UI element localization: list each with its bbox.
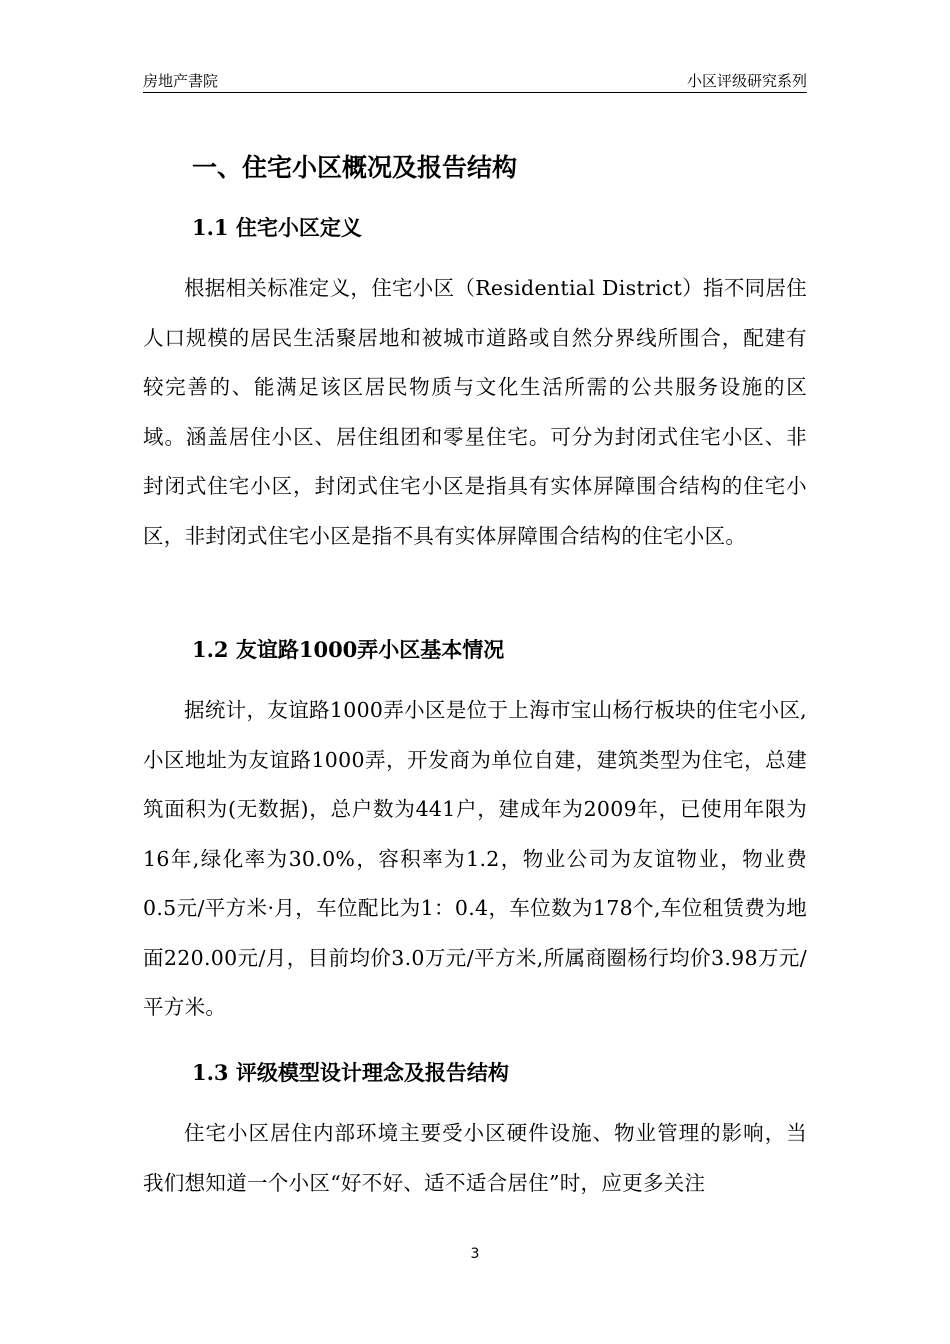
- page-number: 3: [470, 1246, 480, 1262]
- section-heading-1-3: 1.3 评级模型设计理念及报告结构: [192, 1060, 509, 1085]
- chapter-title: 一、住宅小区概况及报告结构: [192, 153, 518, 182]
- header-right-title: 小区评级研究系列: [686, 72, 807, 90]
- section-paragraph-1-2: 据统计，友谊路1000弄小区是位于上海市宝山杨行板块的住宅小区,小区地址为友谊路1000弄，开发商为单位自建，建筑类型为住宅，总建筑面积为(无数据)，总户数为441户，建成年为2009年，已使用年限为16年,绿化率为30.0%，容积率为1.2，物业公司为友谊物业，物业费0.5元/平方米·月，车位配比为1：0.4，车位数为178个,车位租赁费为地面220.00元/月，目前均价3.0万元/平方米,所属商圈杨行均价3.98万元/平方米。: [143, 698, 807, 1019]
- header-left-title: 房地产書院: [143, 72, 219, 90]
- header-divider: [143, 92, 807, 93]
- section-paragraph-1-1: 根据相关标准定义，住宅小区（Residential District）指不同居住人口规模的居民生活聚居地和被城市道路或自然分界线所围合，配建有较完善的、能满足该区居民物质与文化生活所需的公共服务设施的区域。涵盖居住小区、居住组团和零星住宅。可分为封闭式住宅小区、非封闭式住宅小区，封闭式住宅小区是指具有实体屏障围合结构的住宅小区，非封闭式住宅小区是指不具有实体屏障围合结构的住宅小区。: [143, 276, 808, 548]
- section-paragraph-1-3: 住宅小区居住内部环境主要受小区硬件设施、物业管理的影响，当我们想知道一个小区“好不好、适不适合居住”时，应更多关注: [143, 1121, 807, 1195]
- section-heading-1-2: 1.2 友谊路1000弄小区基本情况: [192, 637, 505, 662]
- section-heading-1-1: 1.1 住宅小区定义: [192, 215, 362, 240]
